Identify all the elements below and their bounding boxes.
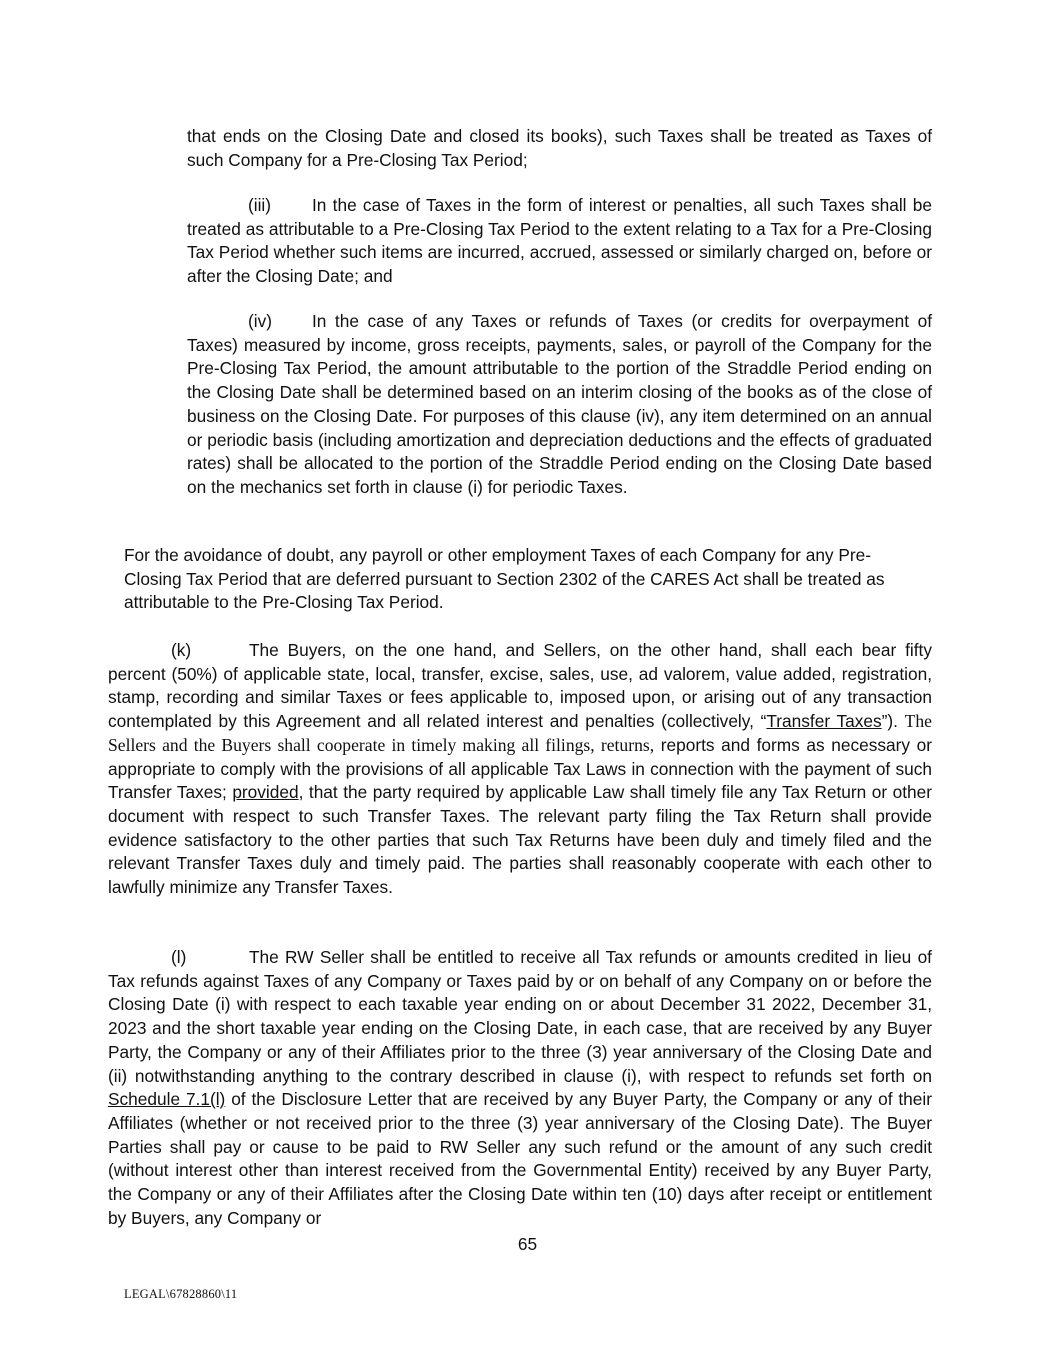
paragraph-l-text-2: of the Disclosure Letter that are received by any Buyer Party, the Company or any of their Affiliates (whether or not received prior to the three (3) year anniversary of the Closing Date). The Buyer Parties shall pay or cause to be paid to RW Seller any such refund or the amount of any such credit (without interest other than interest received from the Governmental Entity) received by any Buyer Party, the Company or any of their Affiliates after the Closing Date within ten (10) days after receipt or entitlement by Buyers, any Company or [108, 1089, 932, 1228]
paragraph-k-text-3: reports and forms as necessary or appropriate to comply with the provisions of all applicable Tax Laws in connection with the payment of such Transfer Taxes; [108, 734, 932, 803]
clause-label-iii: (iii) [248, 195, 272, 215]
paragraph-k [108, 639, 932, 900]
paragraph-continuation [187, 125, 932, 172]
paragraph-k-text-4: , that the party required by applicable Law shall timely file any Tax Return or other document with respect to such Transfer Taxes. The relevant party filing the Tax Return shall provide evidence satisfactory to the other parties that such Tax Returns have been duly and timely filed and the relevant Transfer Taxes duly and timely paid. The parties shall reasonably cooperate with each other to lawfully minimize any Transfer Taxes. [108, 782, 932, 898]
paragraph-avoidance-text: For the avoidance of doubt, any payroll or other employment Taxes of each Company for any Pre-Closing Tax Period that are deferred pursuant to Section 2302 of the CARES Act shall be treated as attributable to the Pre-Closing Tax Period. [124, 545, 885, 613]
page-number: 65 [517, 1234, 538, 1254]
section-label-l: (l) [171, 947, 187, 967]
paragraph-iii [187, 194, 932, 289]
paragraph-iv-text: In the case of any Taxes or refunds of Taxes (or credits for overpayment of Taxes) measured by income, gross receipts, payments, sales, or payroll of the Company for the Pre-Closing Tax Period, the amount attributable to the portion of the Straddle Period ending on the Closing Date shall be determined based on an interim closing of the books as of the close of business on the Closing Date. For purposes of this clause (iv), any item determined on an annual or periodic basis (including amortization and depreciation deductions and the effects of graduated rates) shall be allocated to the portion of the Straddle Period ending on the Closing Date based on the mechanics set forth in clause (i) for periodic Taxes. [187, 311, 932, 497]
paragraph-continuation-text: that ends on the Closing Date and closed its books), such Taxes shall be treated as Taxes of such Company for a Pre-Closing Tax Period; [187, 126, 932, 170]
paragraph-iii-text: In the case of Taxes in the form of interest or penalties, all such Taxes shall be treated as attributable to a Pre-Closing Tax Period to the extent relating to a Tax for a Pre-Closing Tax Period whether such items are incurred, accrued, assessed or similarly charged on, before or after the Closing Date; and [187, 195, 932, 287]
paragraph-k-serif-sentence: The Sellers and the Buyers shall cooperate in timely making all filings, returns, [108, 711, 932, 755]
paragraph-l-text-1: The RW Seller shall be entitled to receive all Tax refunds or amounts credited in lieu of Tax refunds against Taxes of any Company or Taxes paid by or on behalf of any Company on or before the Closing Date (i) with respect to each taxable year ending on or about December 31 2022, December 31, 2023 and the short taxable year ending on the Closing Date, in each case, that are received by any Buyer Party, the Company or any of their Affiliates prior to the three (3) year anniversary of the Closing Date and (ii) notwithstanding anything to the contrary described in clause (i), with respect to refunds set forth on [108, 947, 932, 1086]
defined-term-transfer-taxes: Transfer Taxes [766, 711, 882, 732]
paragraph-k-text-2: ”). [881, 711, 905, 732]
section-label-k: (k) [171, 640, 192, 660]
paragraph-l [108, 946, 932, 1230]
paragraph-k-text-1: The Buyers, on the one hand, and Sellers, on the other hand, shall each bear fifty percent (50%) of applicable state, local, transfer, excise, sales, use, ad valorem, value added, registration, stamp, recording and similar Taxes or fees applicable to, imposed upon, or arising out of any transaction contemplated by this Agreement and all related interest and penalties (collectively, “ [108, 640, 932, 732]
paragraph-iv [187, 310, 932, 500]
schedule-reference: Schedule 7.1(l) [108, 1089, 226, 1110]
footer-document-id: LEGAL\67828860\11 [124, 1287, 238, 1301]
clause-label-iv: (iv) [248, 311, 272, 331]
paragraph-avoidance-of-doubt [124, 544, 914, 615]
term-provided: provided [232, 782, 299, 803]
